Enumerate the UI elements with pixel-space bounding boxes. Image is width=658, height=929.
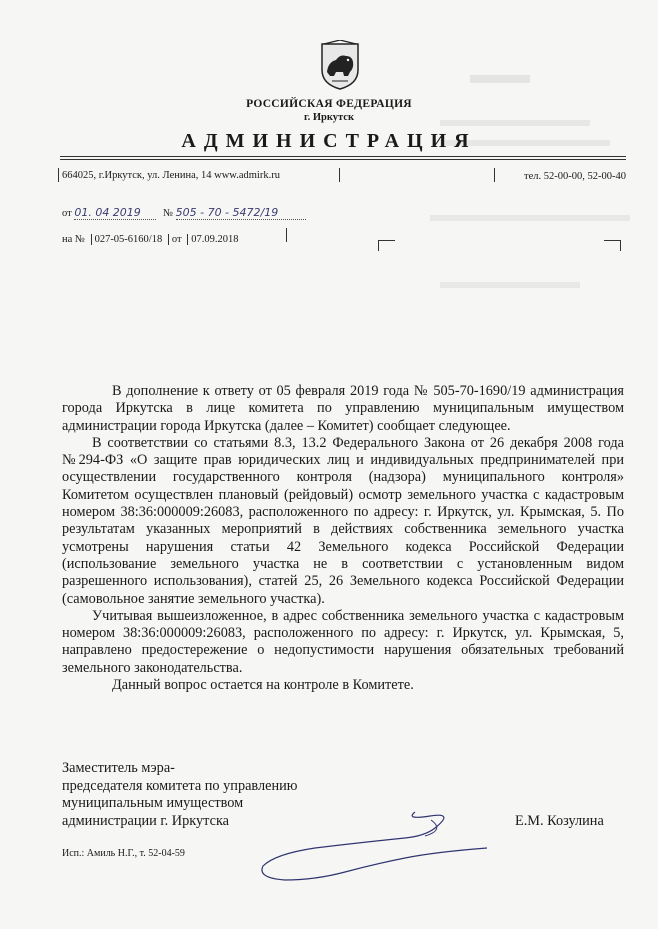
ref-number: 027-05-6160/18 — [94, 234, 163, 245]
ref-separator — [91, 234, 92, 245]
ref-date: 07.09.2018 — [191, 234, 239, 245]
ref-end-mark — [286, 228, 287, 242]
header-divider — [60, 156, 626, 157]
address-line: 664025, г.Иркутск, ул. Ленина, 14 www.admirk.ru — [62, 170, 280, 181]
body-paragraph: В соответствии со статьями 8.3, 13.2 Федерального Закона от 26 декабря 2008 года №294-ФЗ «О защите прав юридических лиц и индивидуальных предпринимателей при осуществлении государственного контроля (надзора) муниципального контроля» Комитетом осуществлен плановый (рейдовый) осмотр земельного участка с кадастровым номером 38:36:000009:26083, расположенного по адресу: г. Иркутск, ул. Крымская, 5. По результатам указанных мероприятий в действиях собственника земельного участка усмотрены нарушения статьи 42 Земельного кодекса Российской Федерации (использование земельного участка не в соответствии с установленным видом разрешенного использования), статей 25, 26 Земельного кодекса Российской Федерации (самовольное занятие земельного участка). — [62, 434, 624, 607]
ref-separator — [168, 234, 169, 245]
signatory-line: муниципальным имуществом — [62, 795, 244, 811]
outgoing-number: 505 - 70 - 5472/19 — [176, 206, 306, 220]
phone-separator — [494, 168, 495, 182]
outgoing-registration — [62, 206, 306, 220]
executor-contact: Исп.: Амиль Н.Г., т. 52-04-59 — [62, 848, 185, 859]
signatory-line: администрации г. Иркутска — [62, 812, 230, 829]
body-paragraph: Учитывая вышеизложенное, в адрес собственника земельного участка с кадастровым номером 38:36:000009:26083, расположенного по адресу: г. Иркутск, ул. Крымская, 5, направлено предостережение о недопустимости нарушения обязательных требований земельного законодательства. — [62, 607, 624, 676]
bleed-through-mark — [430, 215, 630, 221]
number-label: № — [162, 208, 173, 219]
addressee-corner-left — [378, 240, 395, 251]
header-divider — [60, 159, 626, 160]
address-separator — [58, 168, 59, 182]
addressee-corner-right — [604, 240, 621, 251]
outgoing-date: 01. 04 2019 — [74, 206, 156, 220]
ref-label: на № — [62, 234, 85, 245]
bleed-through-mark — [470, 75, 530, 83]
body-paragraph: В дополнение к ответу от 05 февраля 2019 года № 505-70-1690/19 администрация города Иркутска в лице комитета по управлению муниципальным имуществом администрации города Иркутска (далее – Комитет) сообщает следующее. — [62, 383, 624, 434]
signatory-line: председателя комитета по управлению — [62, 777, 298, 794]
city-name: г. Иркутск — [304, 112, 354, 123]
body-paragraph: Данный вопрос остается на контроле в Комитете. — [112, 677, 414, 694]
city-coat-of-arms-icon — [318, 40, 362, 90]
reference-registration — [62, 234, 238, 245]
from-label: от — [62, 208, 72, 219]
bleed-through-mark — [440, 282, 580, 288]
handwritten-signature — [255, 800, 495, 890]
country-name: РОССИЙСКАЯ ФЕДЕРАЦИЯ — [246, 98, 412, 110]
address-separator — [339, 168, 340, 182]
administration-title: АДМИНИСТРАЦИЯ — [181, 130, 477, 152]
phone-line: тел. 52-00-00, 52-00-40 — [524, 171, 626, 182]
ref-from-label: от — [171, 234, 182, 245]
letter-body — [62, 383, 624, 694]
signatory-name: Е.М. Козулина — [515, 813, 604, 829]
signatory-line: Заместитель мэра- — [62, 760, 175, 776]
ref-separator — [187, 234, 188, 245]
